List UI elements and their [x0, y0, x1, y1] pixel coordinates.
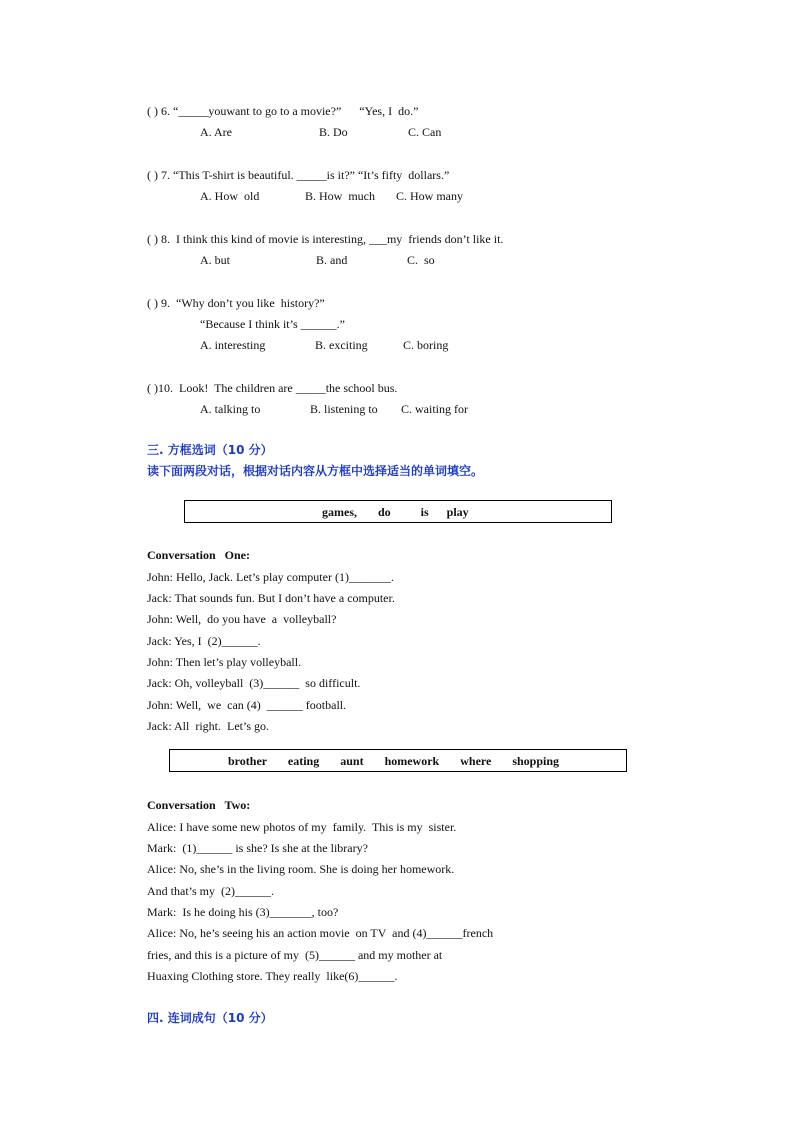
- conversation-one-title: Conversation One:: [147, 548, 250, 562]
- conversation-two-line: Alice: I have some new photos of my family. This is my sister.: [147, 820, 457, 834]
- question-8-option-a: A. but: [200, 253, 230, 267]
- word-box-1-words: games, do is play: [322, 505, 469, 519]
- question-7-option-a: A. How old: [200, 189, 260, 203]
- question-9-option-c: C. boring: [403, 338, 449, 352]
- question-10-option-b: B. listening to: [310, 402, 378, 416]
- question-10-option-a: A. talking to: [200, 402, 261, 416]
- conversation-two-line: Mark: Is he doing his (3)_______, too?: [147, 905, 339, 919]
- question-6-stem: ( ) 6. “_____youwant to go to a movie?” “Yes, I do.”: [147, 104, 419, 118]
- question-6-option-b: B. Do: [319, 125, 348, 139]
- conversation-one-line: Jack: All right. Let’s go.: [147, 719, 269, 733]
- conversation-one-line: Jack: Oh, volleyball (3)______ so difficult.: [147, 676, 361, 690]
- question-10-option-c: C. waiting for: [401, 402, 468, 416]
- conversation-two-line: And that’s my (2)______.: [147, 884, 274, 898]
- word-box-2: [169, 749, 627, 772]
- conversation-one-line: John: Well, we can (4) ______ football.: [147, 698, 347, 712]
- question-7-option-b: B. How much: [305, 189, 375, 203]
- question-8-stem: ( ) 8. I think this kind of movie is interesting, ___my friends don’t like it.: [147, 232, 504, 246]
- question-8-option-c: C. so: [407, 253, 435, 267]
- question-10-stem: ( )10. Look! The children are _____the school bus.: [147, 381, 398, 395]
- section-4-title: 四. 连词成句（10 分）: [147, 1011, 273, 1025]
- word-box-2-words: brother eating aunt homework where shopping: [228, 754, 560, 768]
- question-8-option-b: B. and: [316, 253, 348, 267]
- question-6-option-c: C. Can: [408, 125, 442, 139]
- question-9-option-a: A. interesting: [200, 338, 266, 352]
- conversation-one-line: Jack: That sounds fun. But I don’t have a computer.: [147, 591, 395, 605]
- conversation-two-title: Conversation Two:: [147, 798, 251, 812]
- conversation-one-line: Jack: Yes, I (2)______.: [147, 634, 261, 648]
- conversation-one-line: John: Then let’s play volleyball.: [147, 655, 302, 669]
- section-3-instruction: 读下面两段对话，根据对话内容从方框中选择适当的单词填空。: [147, 464, 484, 478]
- conversation-one-line: John: Hello, Jack. Let’s play computer (1)_______.: [147, 570, 394, 584]
- word-box-1: [184, 500, 612, 523]
- section-3-title: 三. 方框选词（10 分）: [147, 443, 273, 457]
- question-6-option-a: A. Are: [200, 125, 232, 139]
- conversation-two-line: Alice: No, he’s seeing his an action movie on TV and (4)______french: [147, 926, 494, 940]
- question-7-stem: ( ) 7. “This T-shirt is beautiful. _____is it?” “It’s fifty dollars.”: [147, 168, 450, 182]
- question-9-stem: ( ) 9. “Why don’t you like history?”: [147, 296, 325, 310]
- conversation-two-line: Alice: No, she’s in the living room. She is doing her homework.: [147, 862, 455, 876]
- question-9-stem-line2: “Because I think it’s ______.”: [200, 317, 345, 331]
- question-7-option-c: C. How many: [396, 189, 463, 203]
- question-9-option-b: B. exciting: [315, 338, 368, 352]
- conversation-two-line: Huaxing Clothing store. They really like(6)______.: [147, 969, 398, 983]
- conversation-one-line: John: Well, do you have a volleyball?: [147, 612, 337, 626]
- conversation-two-line: Mark: (1)______ is she? Is she at the library?: [147, 841, 368, 855]
- conversation-two-line: fries, and this is a picture of my (5)______ and my mother at: [147, 948, 443, 962]
